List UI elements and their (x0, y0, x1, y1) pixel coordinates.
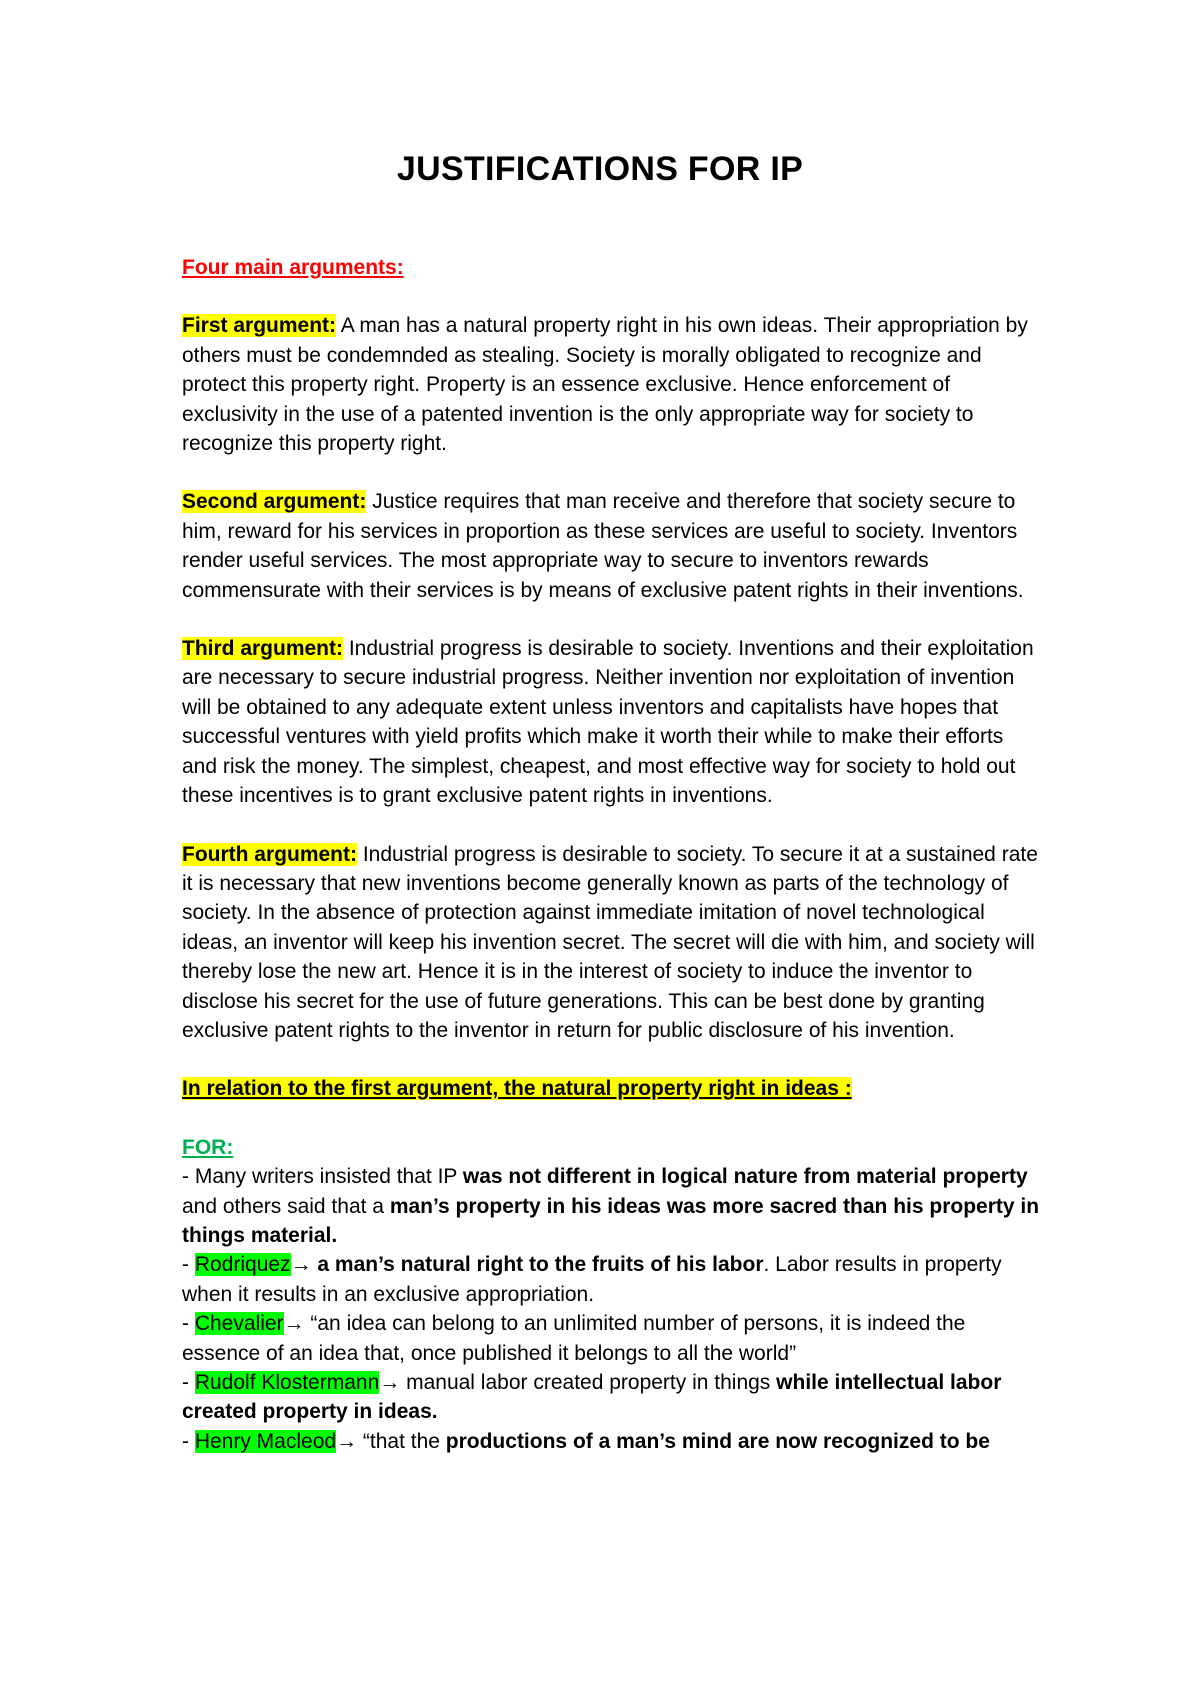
for-item-1: - Many writers insisted that IP was not different in logical nature from material property and others said that a man’s property in his ideas was more sacred than his property in things material. (182, 1165, 1040, 1247)
author-name-rodriquez: Rodriquez (194, 1253, 291, 1277)
arrow-icon: → (290, 1253, 312, 1277)
first-argument-paragraph: First argument: A man has a natural property right in his own ideas. Their appropriation by others must be condemnded as stealing. Society is morally obligated to recognize and protect this property right. Property is an essence exclusive. Hence enforcement of exclusivity in the use of a patented invention is the only appropriate way for society to recognize this property right. (182, 314, 1028, 456)
arrow-icon: → (283, 1312, 305, 1336)
fourth-argument-paragraph: Fourth argument: Industrial progress is desirable to society. To secure it at a sustained rate it is necessary that new inventions become generally known as parts of the technology of society. In the absence of protection against immediate imitation of novel technological ideas, an inventor will keep his invention secret. The secret will die with him, and society will thereby lose the new art. Hence it is in the interest of society to induce the inventor to disclose his secret for the use of future generations. This can be best done by granting exclusive patent rights to the inventor in return for public disclosure of his invention. (182, 842, 1038, 1042)
first-argument-label: First argument: (182, 314, 337, 338)
for-item-2: - Rodriquez→ a man’s natural right to the fruits of his labor. Labor results in property when it results in an exclusive appropriation. (182, 1253, 1002, 1306)
third-argument-label: Third argument: (182, 637, 343, 661)
for-item-4: - Rudolf Klostermann→ manual labor created property in things while intellectual labor created property in ideas. (182, 1371, 1002, 1424)
arrow-icon: → (336, 1429, 358, 1453)
for-item-5: - Henry Macleod→ “that the productions of a man’s mind are now recognized to be (182, 1429, 990, 1453)
author-name-klostermann: Rudolf Klostermann (194, 1371, 380, 1394)
for-label: FOR: (182, 1135, 234, 1159)
page-title: JUSTIFICATIONS FOR IP (396, 150, 804, 188)
for-item-3: - Chevalier→ “an idea can belong to an unlimited number of persons, it is indeed the essence of an idea that, once published it belongs to all the world” (182, 1312, 966, 1365)
second-argument-paragraph: Second argument: Justice requires that man receive and therefore that society secure to him, reward for his services in proportion as these services are useful to society. Inventors render useful services. The most appropriate way to secure to inventors rewards commensurate with their services is by means of exclusive patent rights in their inventions. (182, 490, 1024, 602)
third-argument-paragraph: Third argument: Industrial progress is desirable to society. Inventions and their exploitation are necessary to secure industrial progress. Neither invention nor exploitation of invention will be obtained to any adequate extent unless inventors and capitalists have hopes that successful ventures with yield profits which make it worth their while to make their efforts and risk the money. The simplest, cheapest, and most effective way for society to hold out these incentives is to grant exclusive patent rights in inventions. (182, 637, 1034, 808)
second-argument-label: Second argument: (182, 490, 367, 514)
four-main-arguments-heading: Four main arguments: (182, 256, 404, 279)
author-name-macleod: Henry Macleod (194, 1429, 337, 1453)
fourth-argument-label: Fourth argument: (182, 842, 357, 866)
author-name-chevalier: Chevalier (194, 1312, 284, 1336)
arrow-icon: → (379, 1371, 401, 1394)
section-heading: In relation to the first argument, the natural property right in ideas : (182, 1077, 852, 1101)
document-body (182, 253, 1042, 1456)
